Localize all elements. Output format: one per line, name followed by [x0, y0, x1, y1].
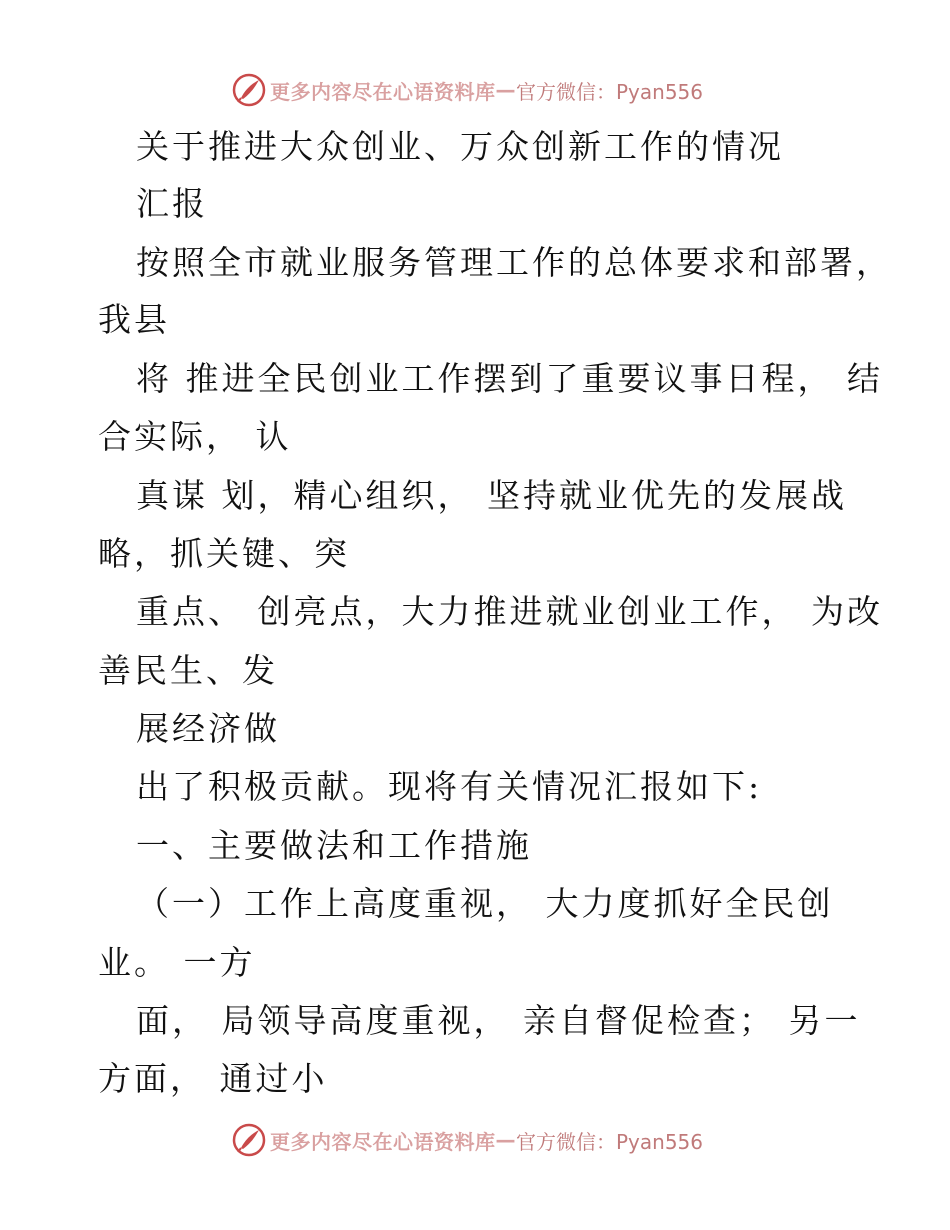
- feather-pen-icon: [232, 1123, 266, 1157]
- paragraph-line: 将 推进全民创业工作摆到了重要议事日程， 结: [136, 359, 883, 398]
- paragraph-line: 方面， 通过小: [98, 1059, 328, 1098]
- paragraph-line: 按照全市就业服务管理工作的总体要求和部署，: [136, 243, 892, 282]
- paragraph-line: 业。 一方: [98, 943, 256, 982]
- watermark-wechat: 官方微信：Pyan556: [516, 1129, 704, 1154]
- paragraph-line: 面， 局领导高度重视， 亲自督促检查； 另一: [136, 1001, 861, 1040]
- paragraph-line: 我县: [98, 300, 170, 339]
- footer-watermark: [232, 1120, 752, 1160]
- watermark-text: 更多内容尽在心语资料库: [270, 79, 496, 104]
- paragraph-line: 略，抓关键、突: [98, 534, 350, 573]
- doc-title-line-2: 汇报: [136, 184, 208, 223]
- paragraph-line: 重点、 创亮点，大力推进就业创业工作， 为改: [136, 592, 883, 631]
- watermark-wechat: 官方微信：Pyan556: [516, 79, 704, 104]
- watermark-dash: —: [495, 78, 516, 102]
- paragraph-line: 真谋 划，精心组织， 坚持就业优先的发展战: [136, 476, 847, 515]
- watermark-dash: —: [495, 1128, 516, 1152]
- paragraph-line: 出了积极贡献。现将有关情况汇报如下:: [136, 767, 763, 806]
- paragraph-line: 展经济做: [136, 709, 280, 748]
- doc-title-line-1: 关于推进大众创业、万众创新工作的情况: [136, 127, 784, 166]
- header-watermark: [232, 70, 752, 110]
- paragraph-line: 善民生、发: [98, 651, 278, 690]
- feather-pen-icon: [232, 73, 266, 107]
- paragraph-line: 合实际， 认: [98, 417, 292, 456]
- section-heading: 一、主要做法和工作措施: [136, 826, 532, 865]
- watermark-text: 更多内容尽在心语资料库: [270, 1129, 496, 1154]
- subsection-heading: （一）工作上高度重视， 大力度抓好全民创: [136, 884, 834, 923]
